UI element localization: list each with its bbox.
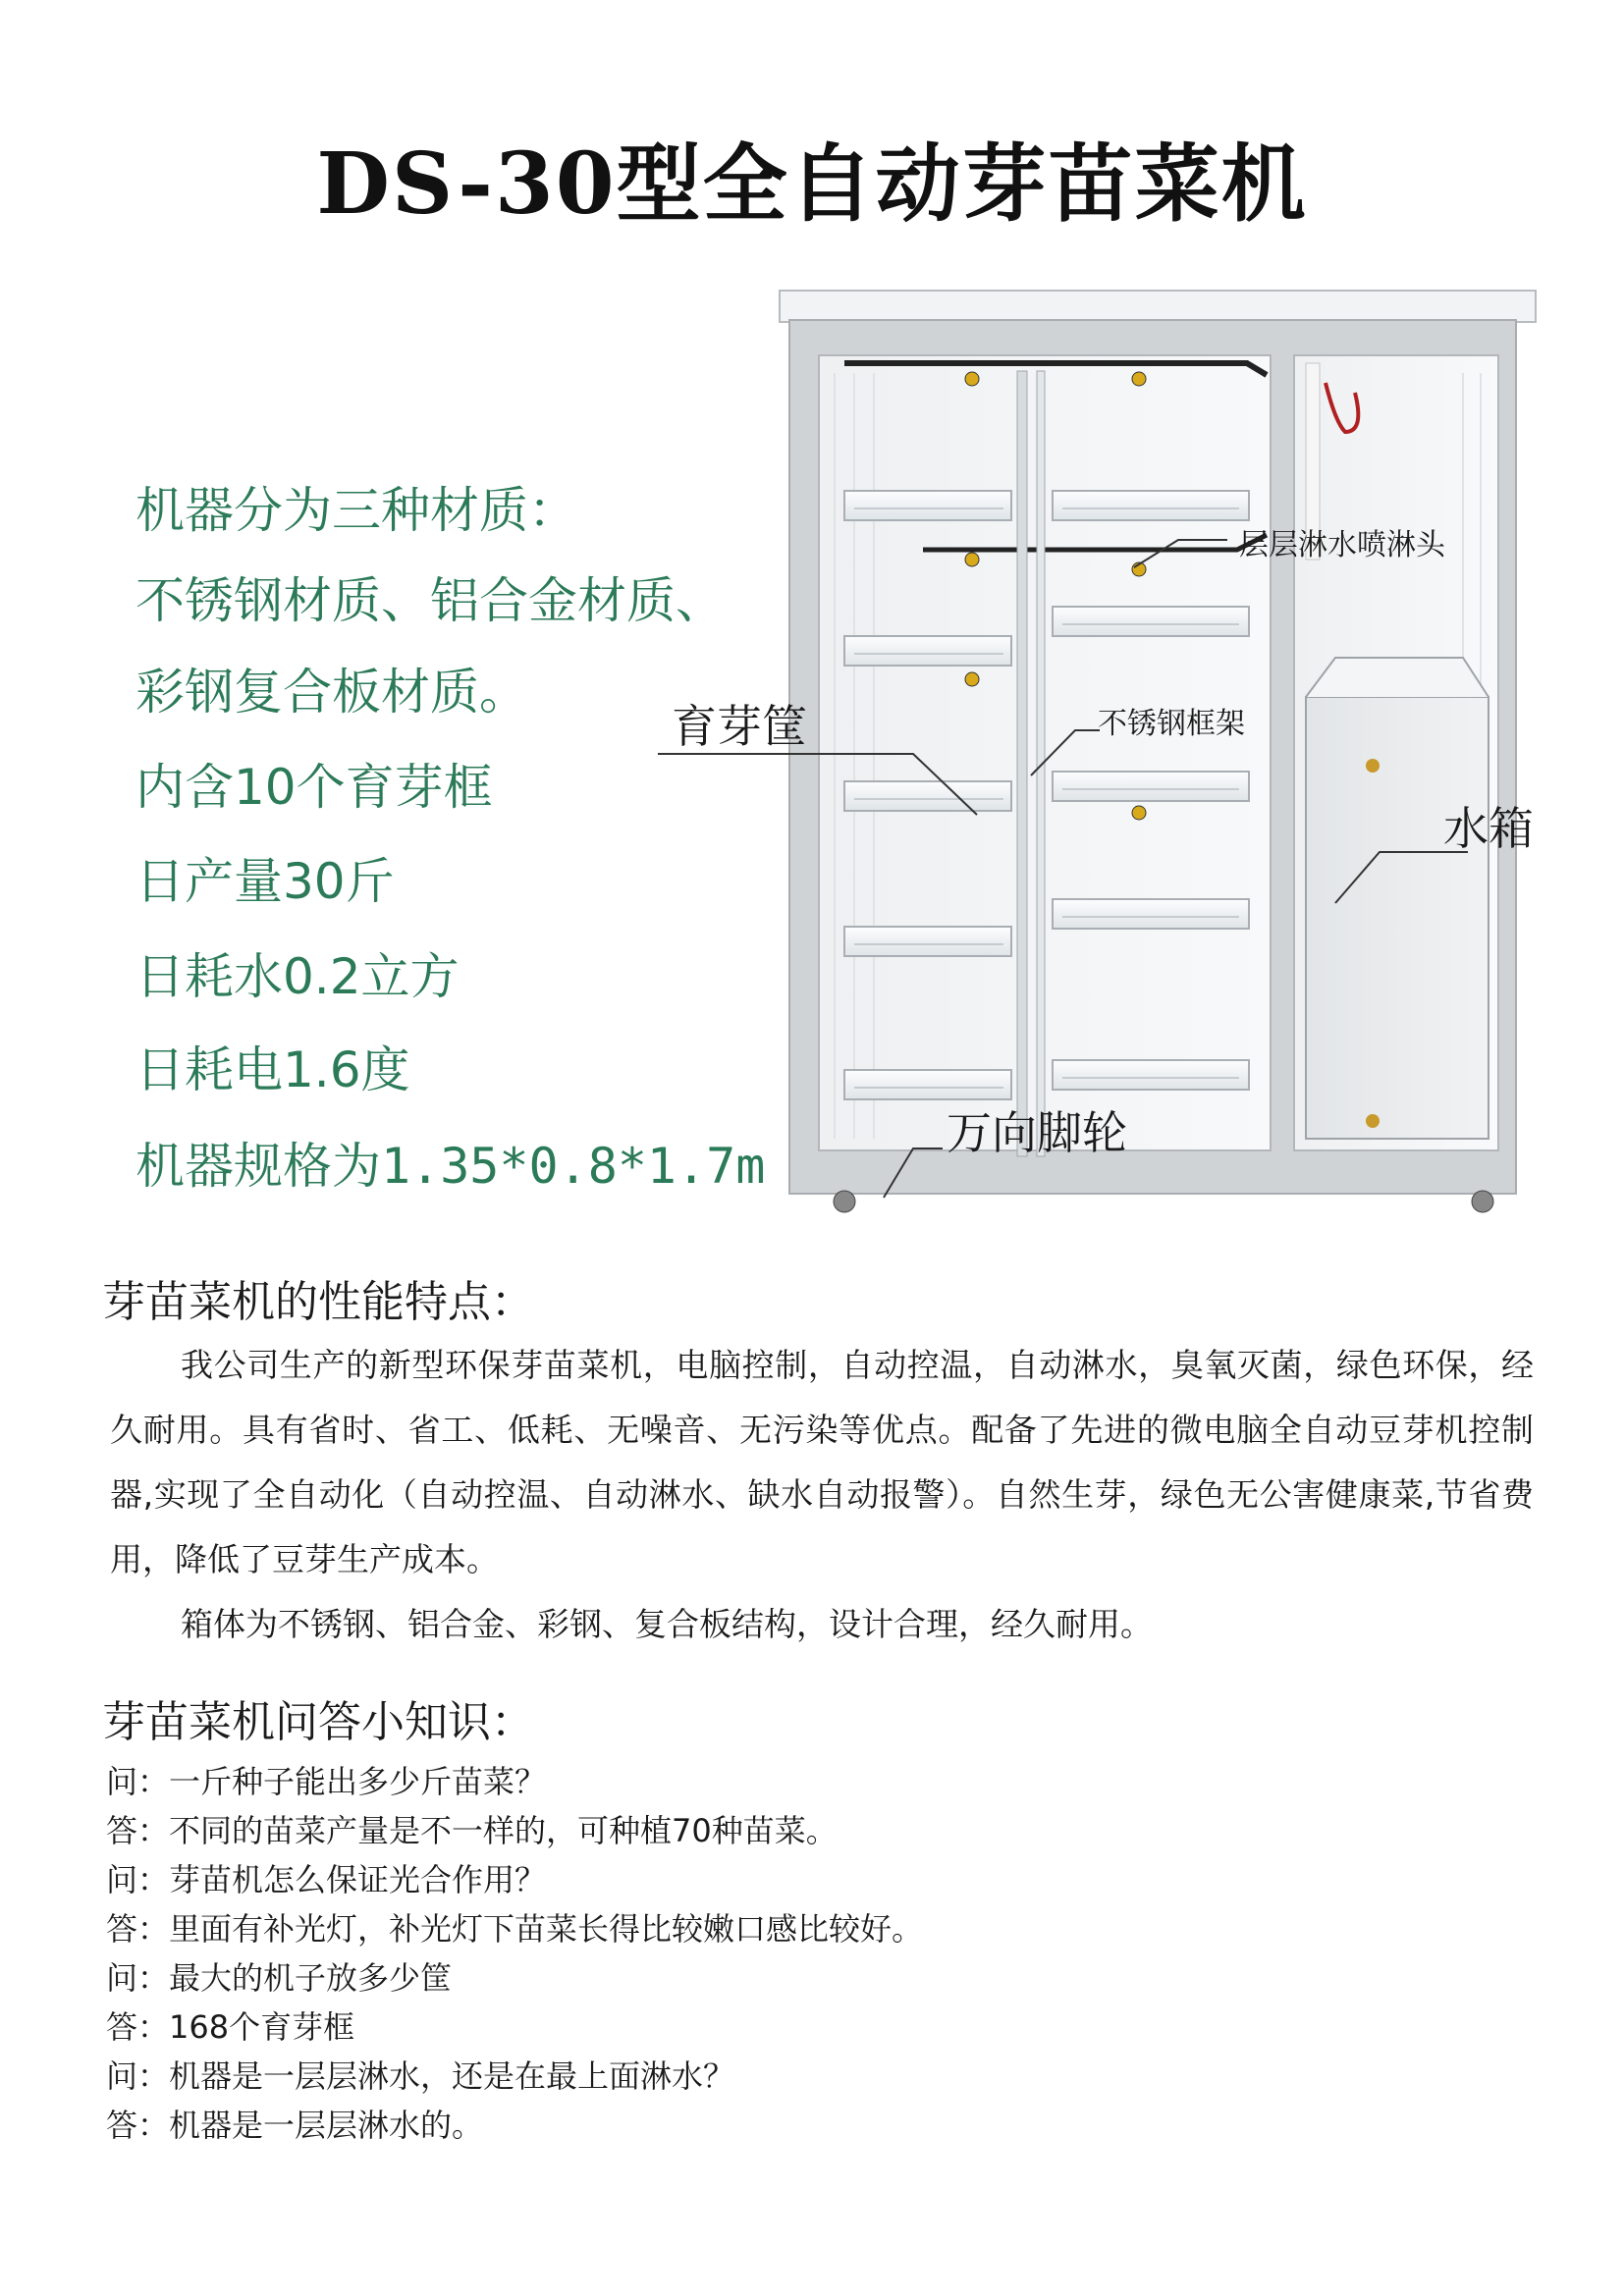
features-paragraph: 箱体为不锈钢、铝合金、彩钢、复合板结构，设计合理，经久耐用。	[181, 1605, 1153, 1643]
spec-line: 日耗水0.2立方	[135, 948, 460, 1005]
features-paragraph: 我公司生产的新型环保芽苗菜机，电脑控制，自动控温，自动淋水，臭氧灭菌，绿色环保，经久耐用。具有省时、省工、低耗、无噪音、无污染等优点。配备了先进的微电脑全自动豆芽机控制器,实现了全自动化（自动控温、自动淋水、缺水自动报警）。自然生芽，绿色无公害健康菜,节省费用，降低了豆芽生产成本。	[110, 1346, 1534, 1578]
callout-caster-wheel: 万向脚轮	[947, 1106, 1127, 1159]
callout-water-tank: 水箱	[1443, 802, 1534, 855]
spec-line: 机器分为三种材质：	[135, 482, 577, 539]
spec-line: 不锈钢材质、铝合金材质、	[135, 572, 725, 629]
spec-line: 日产量30斤	[135, 853, 395, 910]
callout-sprout-basket: 育芽筐	[672, 700, 807, 753]
page-title: DS-30型全自动芽苗菜机	[316, 134, 1308, 234]
faq-question: 问：机器是一层层淋水，还是在最上面淋水？	[106, 2057, 735, 2095]
spec-line: 日耗电1.6度	[135, 1041, 410, 1098]
faq-question: 问：一斤种子能出多少斤苗菜？	[106, 1763, 547, 1800]
spec-line: 彩钢复合板材质。	[135, 664, 528, 721]
spec-line: 内含10个育芽框	[135, 759, 493, 816]
faq-answer: 答：168个育芽框	[106, 2008, 355, 2046]
faq-heading: 芽苗菜机问答小知识：	[102, 1697, 534, 1747]
features-heading: 芽苗菜机的性能特点：	[102, 1277, 534, 1327]
faq-answer: 答：机器是一层层淋水的。	[106, 2107, 484, 2144]
callout-sprinkler-head: 层层淋水喷淋头	[1239, 528, 1445, 562]
faq-question: 问：芽苗机怎么保证光合作用？	[106, 1861, 547, 1898]
faq-answer: 答：不同的苗菜产量是不一样的，可种植70种苗菜。	[106, 1812, 838, 1849]
faq-question: 问：最大的机子放多少筐	[106, 1959, 453, 1997]
callout-steel-frame: 不锈钢框架	[1098, 707, 1245, 741]
spec-line: 机器规格为1.35*0.8*1.7m	[135, 1138, 766, 1195]
faq-answer: 答：里面有补光灯，补光灯下苗菜长得比较嫩口感比较好。	[106, 1910, 924, 1948]
